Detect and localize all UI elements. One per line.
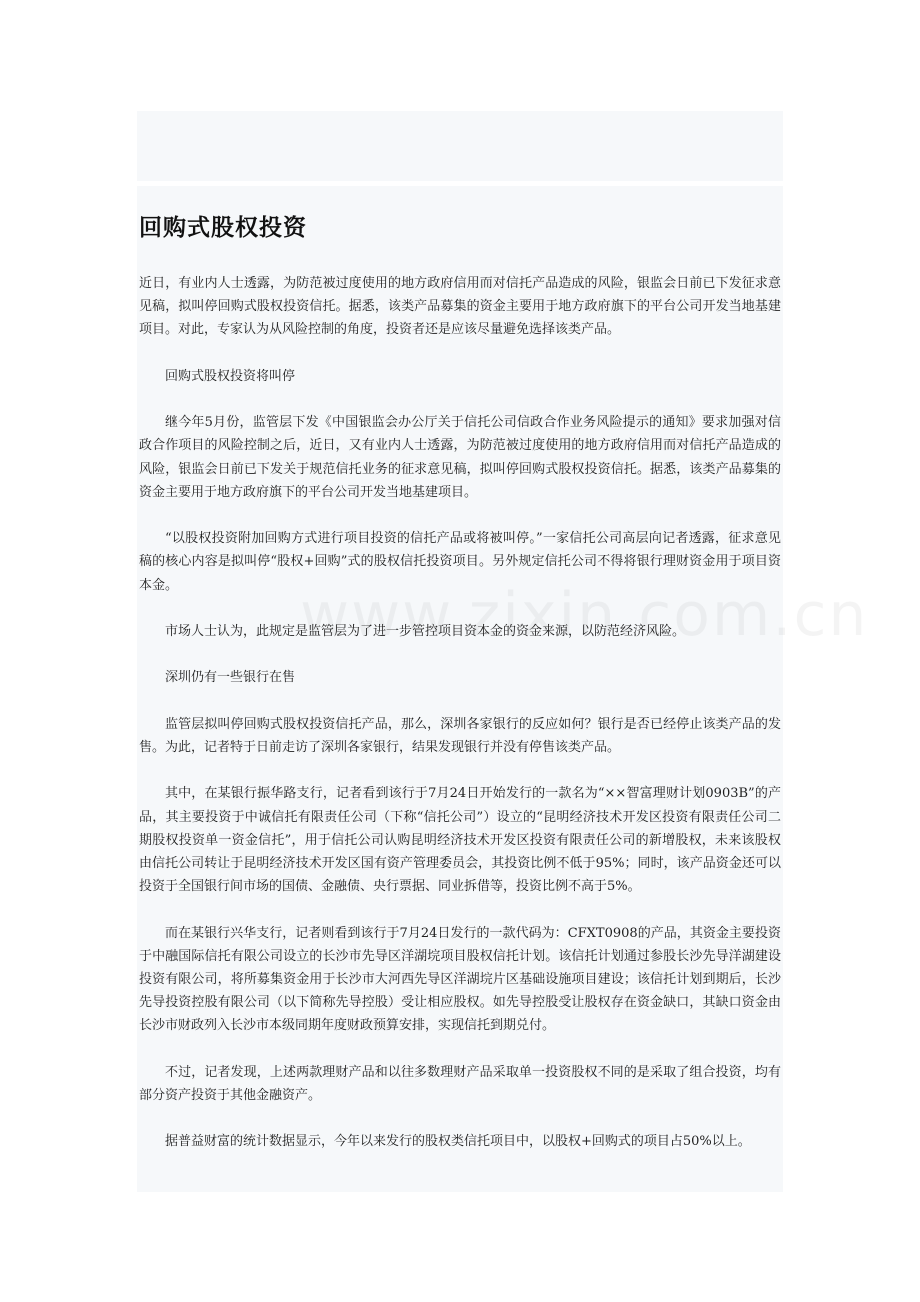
paragraph: 而在某银行兴华支行，记者则看到该行于7月24日发行的一款代码为：CFXT0908的产品，其资金主要投资于中融国际信托有限公司设立的长沙市先导区洋湖垸项目股权信托计划。该信托计划通过参股长沙先导洋湖建设投资有限公司，将所募集资金用于长沙市大河西先导区洋湖垸片区基础设施项目建设；该信托计划到期后，长沙先导投资控股有限公司（以下简称先导控股）受让相应股权。如先导控股受让股权存在资金缺口，其缺口资金由长沙市财政列入长沙市本级同期年度财政预算安排，实现信托到期兑付。 [139, 925, 781, 1034]
section-heading-halt: 回购式股权投资将叫停 [165, 368, 296, 384]
section-heading-shenzhen: 深圳仍有一些银行在售 [165, 670, 296, 686]
paragraph: 不过，记者发现，上述两款理财产品和以往多数理财产品采取单一投资股权不同的是采取了组合投资，均有部分资产投资于其他金融资产。 [139, 1064, 781, 1103]
paragraph: 继今年5月份，监管层下发《中国银监会办公厅关于信托公司信政合作业务风险提示的通知》要求加强对信政合作项目的风险控制之后，近日，又有业内人士透露，为防范被过度使用的地方政府信用而对信托产品造成的风险，银监会日前已下发关于规范信托业务的征求意见稿，拟叫停回购式股权投资信托。据悉，该类产品募集的资金主要用于地方政府旗下的平台公司开发当地基建项目。 [139, 415, 781, 500]
paragraph: “以股权投资附加回购方式进行项目投资的信托产品或将被叫停。”一家信托公司高层向记者透露，征求意见稿的核心内容是拟叫停“股权+回购”式的股权信托投资项目。另外规定信托公司不得将银行理财资金用于项目资本金。 [139, 531, 781, 593]
paragraph: 市场人士认为，此规定是监管层为了进一步管控项目资本金的资金来源，以防范经济风险。 [165, 623, 686, 639]
paragraph-intro: 近日，有业内人士透露，为防范被过度使用的地方政府信用而对信托产品造成的风险，银监会日前已下发征求意见稿，拟叫停回购式股权投资信托。据悉，该类产品募集的资金主要用于地方政府旗下的平台公司开发当地基建项目。对此，专家认为从风险控制的角度，投资者还是应该尽量避免选择该类产品。 [139, 276, 781, 338]
paragraph: 监管层拟叫停回购式股权投资信托产品，那么，深圳各家银行的反应如何？银行是否已经停止该类产品的发售。为此，记者特于日前走访了深圳各家银行，结果发现银行并没有停售该类产品。 [139, 716, 781, 755]
article-title: 回购式股权投资 [139, 215, 307, 241]
paragraph: 其中，在某银行振华路支行，记者看到该行于7月24日开始发行的一款名为“××智富理财计划0903B”的产品，其主要投资于中诚信托有限责任公司（下称“信托公司”）设立的“昆明经济技术开发区投资有限责任公司二期股权投资单一资金信托”，用于信托公司认购昆明经济技术开发区投资有限责任公司的新增股权，未来该股权由信托公司转让于昆明经济技术开发区国有资产管理委员会，其投资比例不低于95%；同时，该产品资金还可以投资于全国银行间市场的国债、金融债、央行票据、同业拆借等，投资比例不高于5%。 [139, 786, 781, 895]
article-body [139, 272, 781, 1177]
paragraph: 据普益财富的统计数据显示，今年以来发行的股权类信托项目中，以股权+回购式的项目占50%以上。 [165, 1134, 751, 1150]
header-banner [137, 111, 783, 181]
